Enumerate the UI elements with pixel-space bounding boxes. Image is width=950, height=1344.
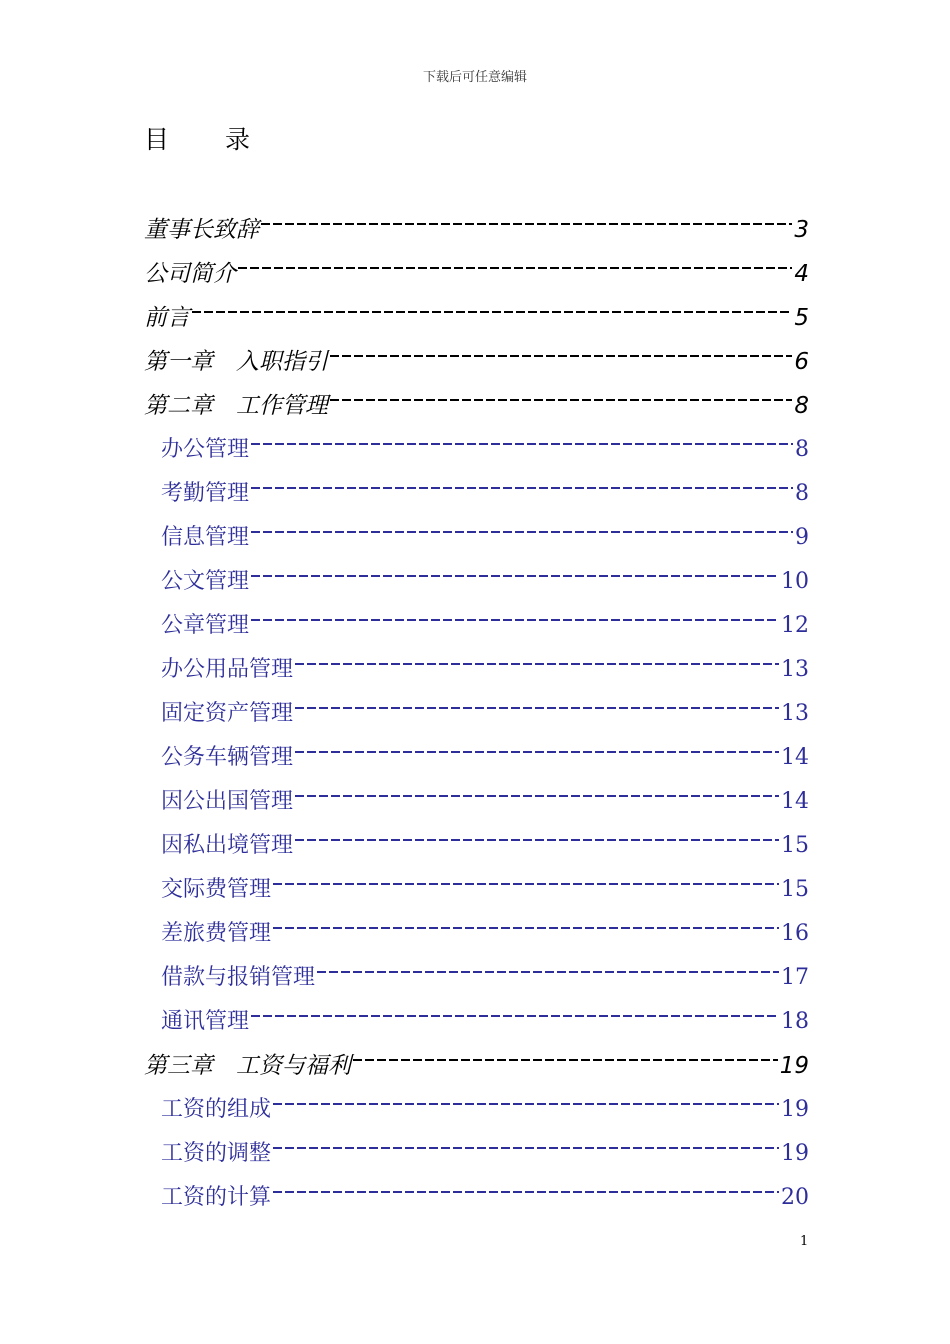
- toc-section-entry[interactable]: [144, 472, 809, 516]
- toc-chapter-entry[interactable]: [144, 208, 809, 252]
- toc-entry-label: 考勤管理: [161, 481, 250, 506]
- toc-section-entry[interactable]: [144, 428, 809, 472]
- toc-entry-page: 10: [781, 569, 809, 594]
- toc-leader-line: [295, 839, 779, 841]
- toc-leader-line: [251, 531, 793, 533]
- toc-entry-label: 董事长致辞: [144, 217, 259, 243]
- toc-entry-label: 第三章 工资与福利: [144, 1053, 351, 1079]
- toc-entry-label: 公文管理: [161, 569, 250, 594]
- toc-leader-line: [295, 795, 779, 797]
- toc-entry-label: 信息管理: [161, 525, 250, 550]
- toc-section-entry[interactable]: [144, 736, 809, 780]
- toc-entry-label: 公司简介: [144, 261, 236, 287]
- toc-entry-page: 19: [779, 1053, 809, 1079]
- toc-leader-line: [273, 883, 779, 885]
- toc-leader-line: [251, 619, 779, 621]
- toc-entry-label: 办公管理: [161, 437, 250, 462]
- toc-entry-page: 18: [781, 1009, 809, 1034]
- toc-entry-page: 6: [794, 349, 809, 375]
- toc-leader-line: [251, 443, 793, 445]
- toc-leader-line: [295, 751, 779, 753]
- toc-leader-line: [251, 575, 779, 577]
- toc-entry-page: 19: [781, 1097, 809, 1122]
- toc-leader-line: [330, 355, 792, 357]
- toc-section-entry[interactable]: [144, 1176, 809, 1220]
- toc-entry-label: 工资的调整: [161, 1141, 272, 1166]
- toc-entry-page: 13: [781, 701, 809, 726]
- toc-section-entry[interactable]: [144, 868, 809, 912]
- toc-entry-label: 固定资产管理: [161, 701, 294, 726]
- header-note: 下载后可任意编辑: [422, 70, 527, 85]
- toc-entry-label: 公章管理: [161, 613, 250, 638]
- toc-entry-label: 前言: [144, 305, 190, 331]
- toc-entry-label: 因私出境管理: [161, 833, 294, 858]
- toc-leader-line: [273, 1191, 779, 1193]
- toc-entry-page: 8: [795, 437, 809, 462]
- toc-section-entry[interactable]: [144, 648, 809, 692]
- toc-entry-label: 差旅费管理: [161, 921, 272, 946]
- toc-section-entry[interactable]: [144, 1088, 809, 1132]
- toc-section-entry[interactable]: [144, 1132, 809, 1176]
- toc-leader-line: [295, 663, 779, 665]
- toc-entry-page: 3: [794, 217, 809, 243]
- toc-section-entry[interactable]: [144, 1000, 809, 1044]
- toc-entry-page: 5: [794, 305, 809, 331]
- toc-section-entry[interactable]: [144, 912, 809, 956]
- page-number: 1: [800, 1234, 809, 1249]
- toc-section-entry[interactable]: [144, 692, 809, 736]
- toc-section-entry[interactable]: [144, 956, 809, 1000]
- toc-section-entry[interactable]: [144, 604, 809, 648]
- toc-title: 目 录: [144, 125, 274, 154]
- toc-chapter-entry[interactable]: [144, 340, 809, 384]
- toc-section-entry[interactable]: [144, 824, 809, 868]
- toc-entry-page: 8: [794, 393, 809, 419]
- toc-entry-page: 16: [781, 921, 809, 946]
- toc-leader-line: [353, 1059, 778, 1061]
- toc-leader-line: [273, 1147, 779, 1149]
- toc-entry-page: 15: [781, 833, 809, 858]
- toc-chapter-entry[interactable]: [144, 384, 809, 428]
- toc-section-entry[interactable]: [144, 516, 809, 560]
- toc-entry-label: 第二章 工作管理: [144, 393, 328, 419]
- toc-entry-page: 12: [781, 613, 809, 638]
- toc-entry-page: 14: [781, 745, 809, 770]
- toc-entry-label: 交际费管理: [161, 877, 272, 902]
- toc-entry-label: 办公用品管理: [161, 657, 294, 682]
- toc-entry-label: 工资的计算: [161, 1185, 272, 1210]
- toc-leader-line: [317, 971, 779, 973]
- toc-entry-page: 8: [795, 481, 809, 506]
- toc-entry-label: 通讯管理: [161, 1009, 250, 1034]
- toc-leader-line: [192, 311, 792, 313]
- toc-chapter-entry[interactable]: [144, 252, 809, 296]
- toc-entry-label: 第一章 入职指引: [144, 349, 328, 375]
- toc-entry-page: 20: [781, 1185, 809, 1210]
- toc-leader-line: [295, 707, 779, 709]
- toc-leader-line: [251, 1015, 779, 1017]
- toc-leader-line: [273, 1103, 779, 1105]
- toc-section-entry[interactable]: [144, 560, 809, 604]
- toc-entry-label: 工资的组成: [161, 1097, 272, 1122]
- toc-leader-line: [238, 267, 792, 269]
- toc-entry-label: 借款与报销管理: [161, 965, 316, 990]
- toc-entry-page: 14: [781, 789, 809, 814]
- toc-entry-label: 因公出国管理: [161, 789, 294, 814]
- toc-entry-label: 公务车辆管理: [161, 745, 294, 770]
- toc-leader-line: [251, 487, 793, 489]
- toc-leader-line: [261, 223, 792, 225]
- toc-entry-page: 17: [781, 965, 809, 990]
- toc-entry-page: 19: [781, 1141, 809, 1166]
- toc-chapter-entry[interactable]: [144, 296, 809, 340]
- toc-entry-page: 4: [794, 261, 809, 287]
- toc-list: [144, 208, 809, 1220]
- toc-chapter-entry[interactable]: [144, 1044, 809, 1088]
- toc-entry-page: 13: [781, 657, 809, 682]
- toc-entry-page: 15: [781, 877, 809, 902]
- toc-leader-line: [273, 927, 779, 929]
- toc-entry-page: 9: [795, 525, 809, 550]
- toc-section-entry[interactable]: [144, 780, 809, 824]
- toc-leader-line: [330, 399, 792, 401]
